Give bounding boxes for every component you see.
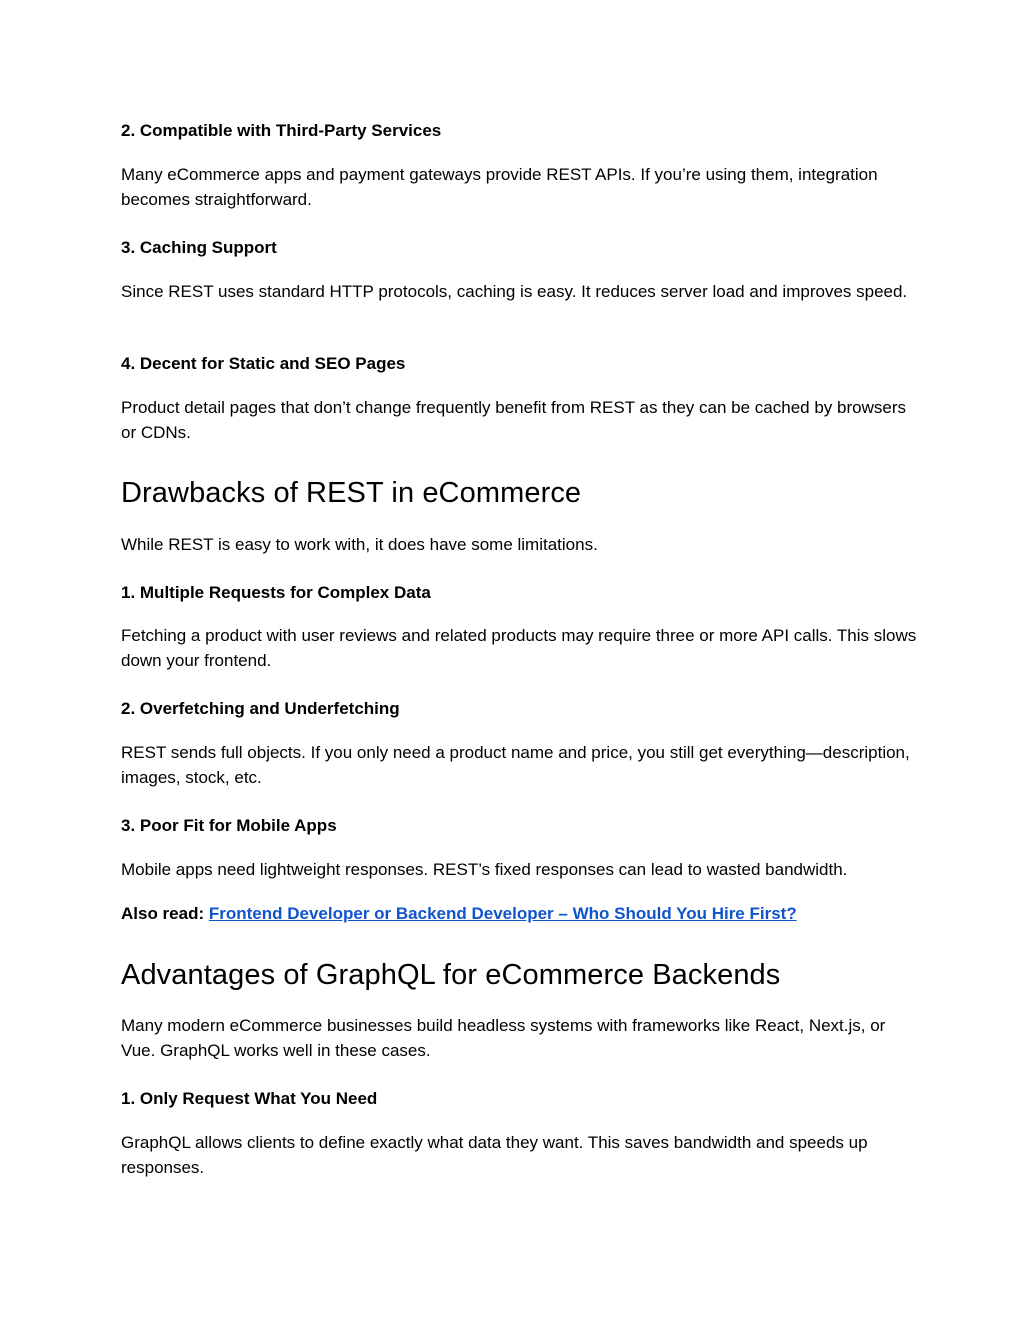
paragraph-mobile-apps: Mobile apps need lightweight responses. REST’s fixed responses can lead to wasted bandwidth. (121, 860, 848, 879)
heading-only-request: 1. Only Request What You Need (121, 1089, 378, 1108)
paragraph-compatible-third-party: Many eCommerce apps and payment gateways provide REST APIs. If you’re using them, integration becomes straightforward. (121, 165, 878, 209)
paragraph-multiple-requests: Fetching a product with user reviews and related products may require three or more API calls. This slows down your frontend. (121, 626, 917, 670)
section-title-drawbacks: Drawbacks of REST in eCommerce (121, 477, 582, 509)
paragraph-only-request: GraphQL allows clients to define exactly what data they want. This saves bandwidth and speeds up responses. (121, 1133, 868, 1177)
paragraph-static-seo: Product detail pages that don’t change frequently benefit from REST as they can be cached by browsers or CDNs. (121, 398, 906, 442)
heading-overfetching: 2. Overfetching and Underfetching (121, 699, 400, 718)
also-read-label: Also read: (121, 904, 209, 923)
heading-mobile-apps: 3. Poor Fit for Mobile Apps (121, 816, 337, 835)
heading-caching-support: 3. Caching Support (121, 238, 277, 257)
heading-compatible-third-party: 2. Compatible with Third-Party Services (121, 121, 442, 140)
paragraph-graphql-intro: Many modern eCommerce businesses build headless systems with frameworks like React, Next.js, or Vue. GraphQL works well in these cases. (121, 1016, 886, 1060)
paragraph-overfetching: REST sends full objects. If you only need a product name and price, you still get everything—description, images, stock, etc. (121, 743, 910, 787)
also-read-link[interactable]: Frontend Developer or Backend Developer – Who Should You Hire First? (208, 904, 797, 923)
paragraph-drawbacks-intro: While REST is easy to work with, it does have some limitations. (121, 535, 598, 554)
section-title-graphql-advantages: Advantages of GraphQL for eCommerce Backends (121, 959, 781, 991)
heading-multiple-requests: 1. Multiple Requests for Complex Data (121, 583, 431, 602)
also-read-line (121, 902, 921, 927)
heading-static-seo: 4. Decent for Static and SEO Pages (121, 354, 406, 373)
paragraph-caching-support: Since REST uses standard HTTP protocols, caching is easy. It reduces server load and improves speed. (121, 282, 908, 301)
